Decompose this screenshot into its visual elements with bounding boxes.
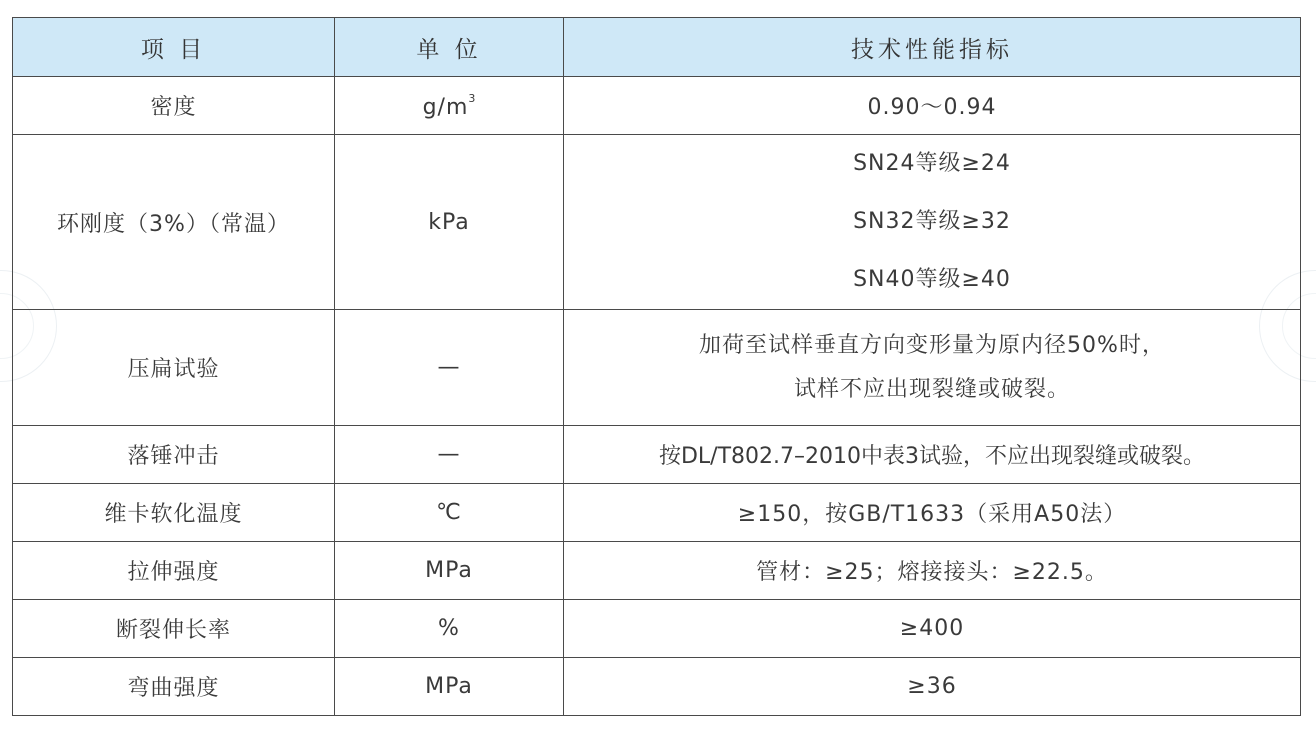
- spec-line: SN32等级≥32: [853, 209, 1011, 234]
- row-item: 落锤冲击: [13, 426, 335, 484]
- row-spec: [564, 310, 1301, 426]
- spec-line: 加荷至试样垂直方向变形量为原内径50%时，: [699, 332, 1165, 358]
- row-spec: ≥150，按GB/T1633（采用A50法）: [564, 484, 1301, 542]
- table-row: [13, 600, 1301, 658]
- row-spec: 管材：≥25；熔接接头：≥22.5。: [564, 542, 1301, 600]
- table-row: [13, 484, 1301, 542]
- row-unit: kPa: [335, 135, 564, 310]
- row-item: 密度: [13, 77, 335, 135]
- row-unit: ℃: [335, 484, 564, 542]
- table-row: [13, 658, 1301, 716]
- row-spec: 按DL/T802.7–2010中表3试验，不应出现裂缝或破裂。: [564, 426, 1301, 484]
- table-header-row: [13, 18, 1301, 77]
- row-unit: MPa: [335, 658, 564, 716]
- row-spec: ≥36: [564, 658, 1301, 716]
- unit-sup: 3: [468, 91, 476, 105]
- header-unit: 单 位: [335, 18, 564, 77]
- table-row: [13, 542, 1301, 600]
- row-unit: —: [335, 426, 564, 484]
- row-item: 弯曲强度: [13, 658, 335, 716]
- spec-line: SN24等级≥24: [853, 151, 1011, 176]
- row-item: 维卡软化温度: [13, 484, 335, 542]
- row-spec: [564, 135, 1301, 310]
- row-unit: %: [335, 600, 564, 658]
- unit-base: g/m: [422, 94, 469, 120]
- table-row: [13, 426, 1301, 484]
- table-row: [13, 77, 1301, 135]
- row-item: 拉伸强度: [13, 542, 335, 600]
- row-unit: —: [335, 310, 564, 426]
- header-item: 项 目: [13, 18, 335, 77]
- spec-line: 试样不应出现裂缝或破裂。: [793, 376, 1070, 402]
- table-row: [13, 310, 1301, 426]
- row-item: 环刚度（3%）（常温）: [13, 135, 335, 310]
- row-item: 断裂伸长率: [13, 600, 335, 658]
- row-spec: ≥400: [564, 600, 1301, 658]
- table-row: [13, 135, 1301, 310]
- spec-table: [12, 17, 1301, 716]
- row-unit: [335, 77, 564, 135]
- spec-line: SN40等级≥40: [853, 267, 1011, 292]
- row-spec: 0.90～0.94: [564, 77, 1301, 135]
- row-item: 压扁试验: [13, 310, 335, 426]
- header-spec: 技术性能指标: [564, 18, 1301, 77]
- row-unit: MPa: [335, 542, 564, 600]
